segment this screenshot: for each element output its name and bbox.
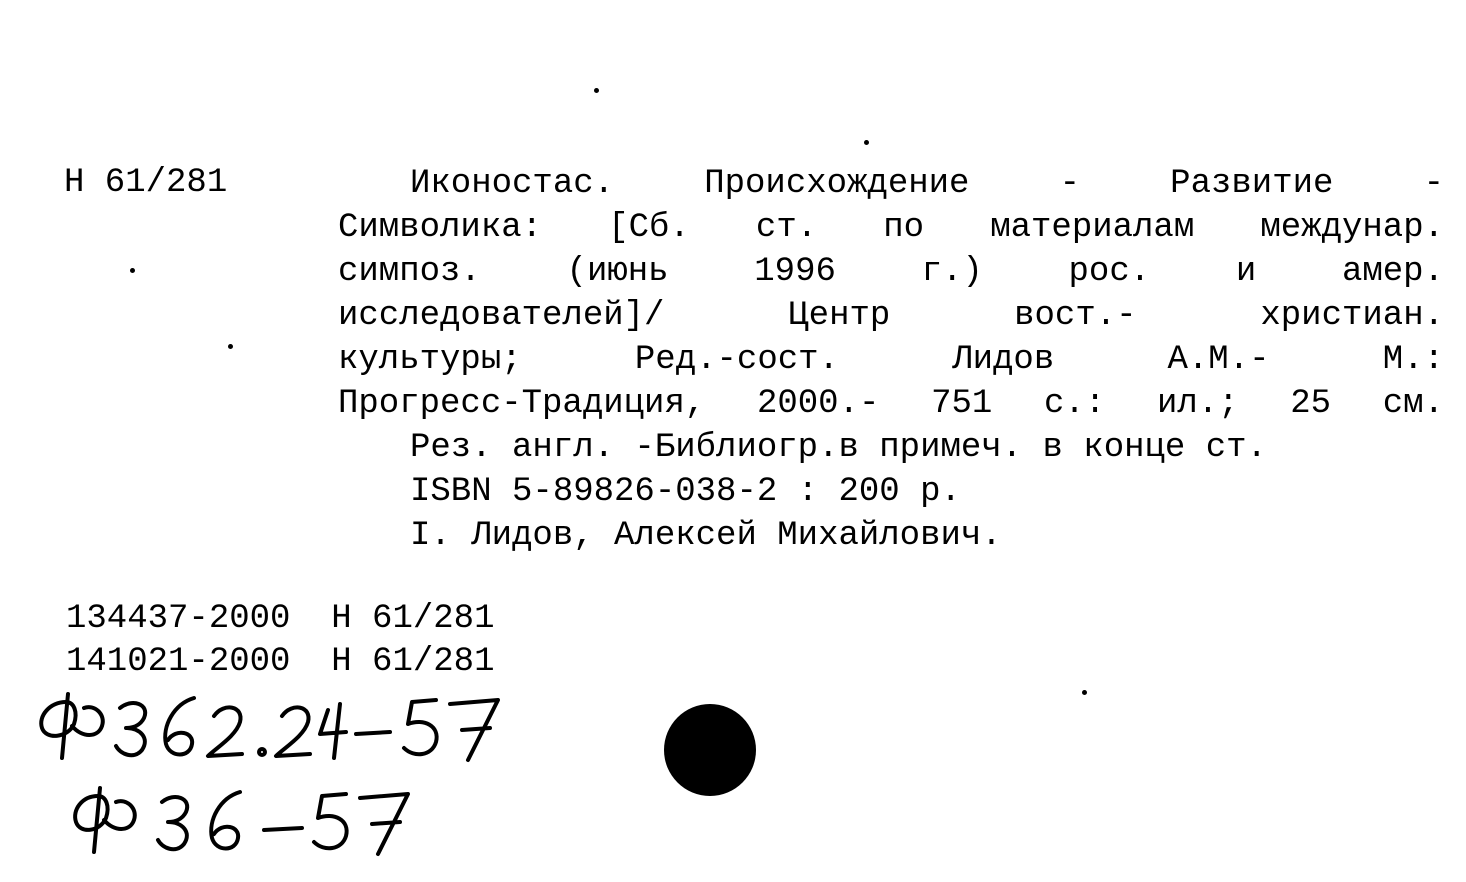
call-number: Н 61/281: [64, 164, 228, 202]
holding-row: 141021-2000 Н 61/281: [66, 643, 495, 681]
entry-line-4: исследователей]/ Центр вост.- христиан.: [338, 297, 1444, 335]
bibliographic-entry: [338, 162, 1444, 558]
scan-speck: [864, 140, 869, 145]
handwritten-shelfmark-2: [75, 788, 408, 854]
entry-line-3: симпоз. (июнь 1996 г.) рос. и амер.: [338, 253, 1444, 291]
entry-line-1: Иконостас. Происхождение - Развитие -: [410, 165, 1444, 203]
holding-row: 134437-2000 Н 61/281: [66, 600, 495, 638]
scan-speck: [130, 268, 135, 273]
punch-hole: [664, 704, 756, 796]
isbn-line: ISBN 5-89826-038-2 : 200 р.: [410, 473, 961, 511]
scan-speck: [228, 344, 233, 349]
handwritten-shelfmark-1: [41, 694, 498, 760]
added-entry-line: I. Лидов, Алексей Михайлович.: [410, 517, 1002, 555]
scan-speck: [594, 88, 599, 93]
scan-speck: [1082, 690, 1087, 695]
holdings-list: [66, 598, 494, 684]
entry-line-2: Символика: [Сб. ст. по материалам междунар.: [338, 209, 1444, 247]
entry-line-5: культуры; Ред.-сост. Лидов А.М.- М.:: [338, 341, 1444, 379]
note-line-1: Рез. англ. -Библиогр.в примеч. в конце ст.: [410, 429, 1267, 467]
entry-line-6: Прогресс-Традиция, 2000.- 751 с.: ил.; 25 см.: [338, 385, 1444, 423]
handwritten-shelfmarks: [28, 682, 568, 862]
